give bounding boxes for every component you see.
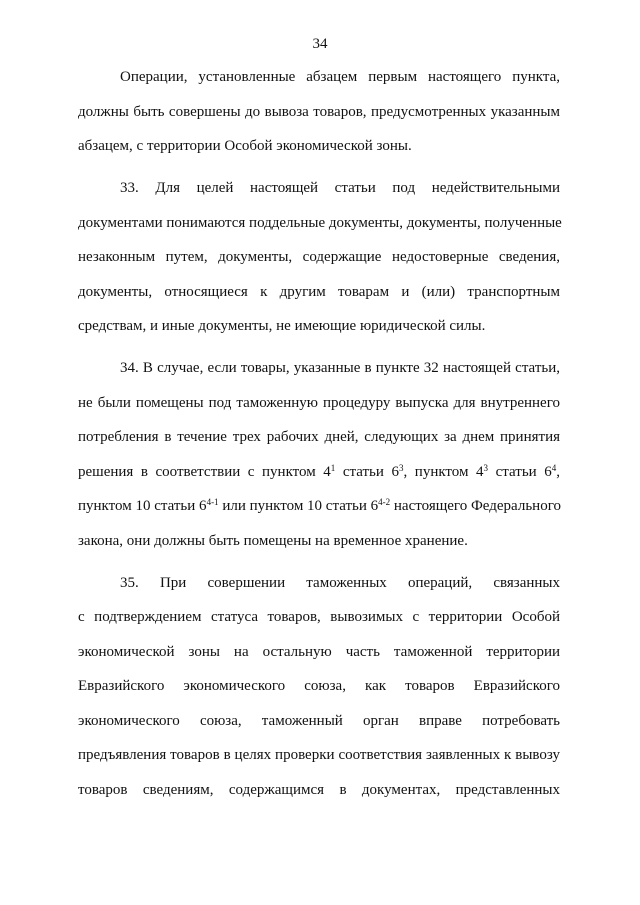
text-line: документами понимаются поддельные документы, документы, полученные bbox=[78, 214, 562, 231]
text-line: должны быть совершены до вывоза товаров, предусмотренных указанным bbox=[78, 103, 560, 120]
superscript: 3 bbox=[483, 462, 489, 473]
text-line: абзацем, с территории Особой экономической зоны. bbox=[78, 138, 412, 154]
text-line: 33. Для целей настоящей статьи под недействительными bbox=[120, 180, 560, 196]
text-line: Операции, установленные абзацем первым настоящего пункта, bbox=[120, 69, 560, 85]
superscript: 3 bbox=[398, 462, 404, 473]
text-line: 35. При совершении таможенных операций, связанных bbox=[120, 574, 560, 591]
text-line: Евразийского экономического союза, как товаров Евразийского bbox=[78, 678, 560, 694]
document-body bbox=[78, 67, 560, 814]
text-line: закона, они должны быть помещены на временное хранение. bbox=[78, 532, 468, 549]
text-line: 34. В случае, если товары, указанные в пункте 32 настоящей статьи, bbox=[120, 360, 560, 376]
text-line: экономической зоны на остальную часть таможенной территории bbox=[78, 643, 560, 660]
text-line-with-superscripts: пунктом 10 статьи 6$^{4-1}$ или пунктом 10 статьи 6$^{4-2}$ настоящего Федерального bbox=[78, 497, 561, 514]
text-line: незаконным путем, документы, содержащие недостоверные сведения, bbox=[78, 249, 560, 265]
superscript: 4-2 bbox=[378, 497, 391, 507]
page-number: 34 bbox=[312, 36, 328, 52]
text-line: потребления в течение трех рабочих дней, следующих за днем принятия bbox=[78, 429, 560, 445]
text-line: средствам, и иные документы, не имеющие юридической силы. bbox=[78, 318, 486, 334]
text-line: документы, относящиеся к другим товарам и (или) транспортным bbox=[78, 283, 560, 300]
superscript: 4 bbox=[551, 462, 557, 473]
text-line: товаров сведениям, содержащимся в документах, представленных bbox=[78, 781, 560, 798]
superscript: 1 bbox=[330, 462, 336, 473]
superscript: 4-1 bbox=[206, 497, 219, 507]
text-line: с подтверждением статуса товаров, вывозимых с территории Особой bbox=[78, 609, 560, 625]
text-line: не были помещены под таможенную процедуру выпуска для внутреннего bbox=[78, 394, 560, 411]
text-line: предъявления товаров в целях проверки соответствия заявленных к вывозу bbox=[78, 747, 560, 763]
text-line: экономического союза, таможенный орган вправе потребовать bbox=[78, 712, 560, 729]
text-line-with-superscripts: решения в соответствии с пунктом $4^1$ статьи $6^3$, пунктом $4^3$ статьи $6^4$, bbox=[78, 462, 560, 480]
